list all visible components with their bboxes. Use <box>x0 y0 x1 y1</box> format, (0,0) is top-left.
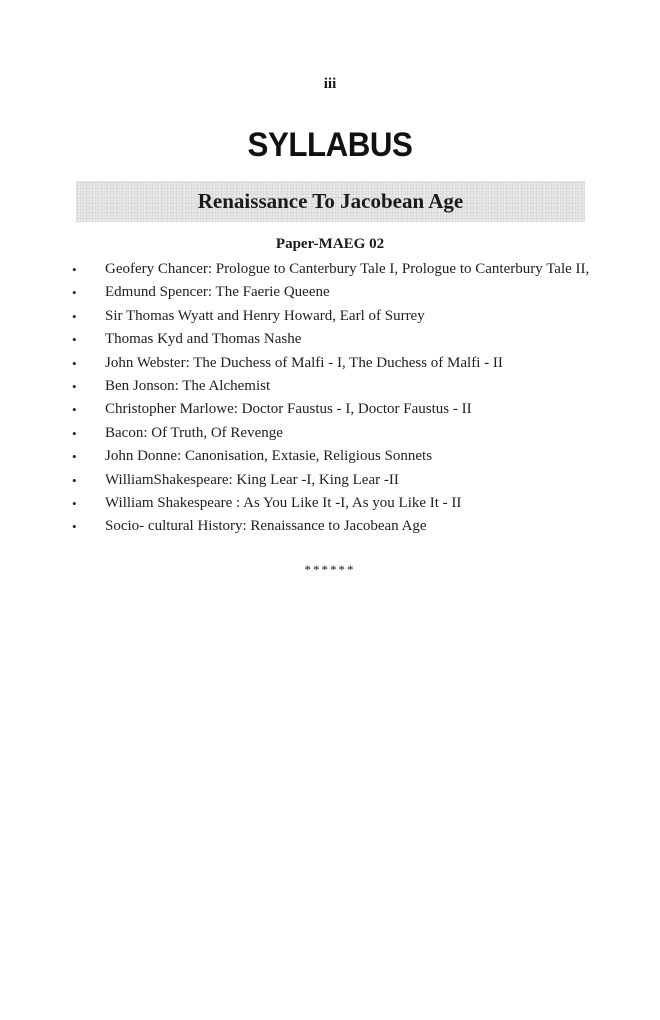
bullet-icon: • <box>72 355 77 371</box>
topic-item <box>72 305 592 328</box>
topic-item <box>72 492 592 515</box>
topic-item <box>72 398 592 421</box>
bullet-icon: • <box>72 472 77 488</box>
course-title: Renaissance To Jacobean Age <box>197 189 464 213</box>
topic-item <box>72 352 592 375</box>
topic-item <box>72 469 592 492</box>
bullet-icon: • <box>72 308 77 324</box>
bullet-icon: • <box>72 519 77 535</box>
bullet-icon: • <box>72 285 77 301</box>
paper-code: Paper-MAEG 02 <box>275 236 385 252</box>
bullet-icon: • <box>72 496 77 512</box>
bullet-icon: • <box>72 402 77 418</box>
bullet-icon: • <box>72 262 77 277</box>
topic-text: Geofery Chancer: Prologue to Canterbury Tale I, Prologue to Canterbury Tale II, <box>105 261 590 277</box>
topic-text: John Webster: The Duchess of Malfi - I, The Duchess of Malfi - II <box>105 354 503 371</box>
topic-item <box>72 375 592 398</box>
topic-text: Christopher Marlowe: Doctor Faustus - I, Doctor Faustus - II <box>105 401 472 418</box>
bullet-icon: • <box>72 379 77 395</box>
topic-text: William Shakespeare : As You Like It -I, As you Like It - II <box>105 495 462 512</box>
topic-item <box>72 422 592 445</box>
topic-text: Sir Thomas Wyatt and Henry Howard, Earl of Surrey <box>105 307 425 324</box>
topic-item <box>72 445 592 468</box>
bullet-icon: • <box>72 425 77 441</box>
topic-text: Bacon: Of Truth, Of Revenge <box>105 424 283 441</box>
topic-item <box>72 281 592 304</box>
end-mark: ****** <box>304 562 356 577</box>
bullet-icon: • <box>72 449 77 465</box>
page-title: SYLLABUS <box>247 126 413 164</box>
topic-text: Ben Jonson: The Alchemist <box>105 378 271 395</box>
topic-item <box>72 258 592 281</box>
topic-text: Edmund Spencer: The Faerie Queene <box>105 284 330 301</box>
topic-text: Socio- cultural History: Renaissance to Jacobean Age <box>105 518 427 535</box>
bullet-icon: • <box>72 332 77 348</box>
topic-text: John Donne: Canonisation, Extasie, Religious Sonnets <box>105 448 433 465</box>
topic-list <box>72 258 592 539</box>
topic-text: Thomas Kyd and Thomas Nashe <box>105 331 302 348</box>
course-title-banner <box>76 181 585 222</box>
topic-item <box>72 328 592 351</box>
topic-text: WilliamShakespeare: King Lear -I, King Lear -II <box>105 471 399 488</box>
page-number: iii <box>323 76 337 92</box>
topic-item <box>72 515 592 538</box>
